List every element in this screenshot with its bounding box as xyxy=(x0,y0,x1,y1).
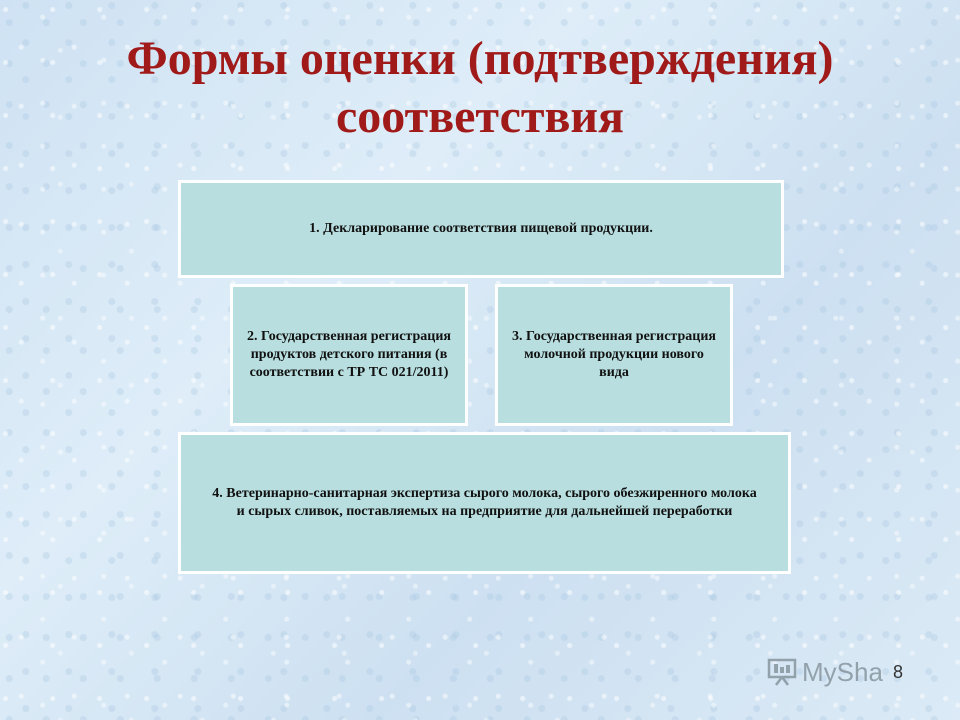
conformity-form-text-2: 2. Государственная регистрация продуктов детского питания (в соответствии с ТР ТС 021/2011) xyxy=(247,329,451,380)
watermark-logo xyxy=(766,654,883,690)
conformity-form-text-3: 3. Государственная регистрация молочной продукции нового вида xyxy=(512,329,716,380)
slide-title: Формы оценки (подтверждения) соответствия xyxy=(126,32,834,143)
watermark-text: MySha xyxy=(802,656,883,687)
page-number: 8 xyxy=(893,662,904,682)
conformity-form-text-1: 1. Декларирование соответствия пищевой продукции. xyxy=(309,221,653,236)
conformity-form-text-4: 4. Ветеринарно-санитарная экспертиза сырого молока, сырого обезжиренного молока и сырых сливок, поставляемых на предприятие для дальнейшей переработки xyxy=(212,486,757,519)
presentation-board-icon xyxy=(766,658,798,686)
conformity-form-box-2 xyxy=(230,284,468,426)
conformity-form-box-4 xyxy=(178,432,791,574)
conformity-form-box-3 xyxy=(495,284,733,426)
conformity-form-box-1 xyxy=(178,180,784,278)
